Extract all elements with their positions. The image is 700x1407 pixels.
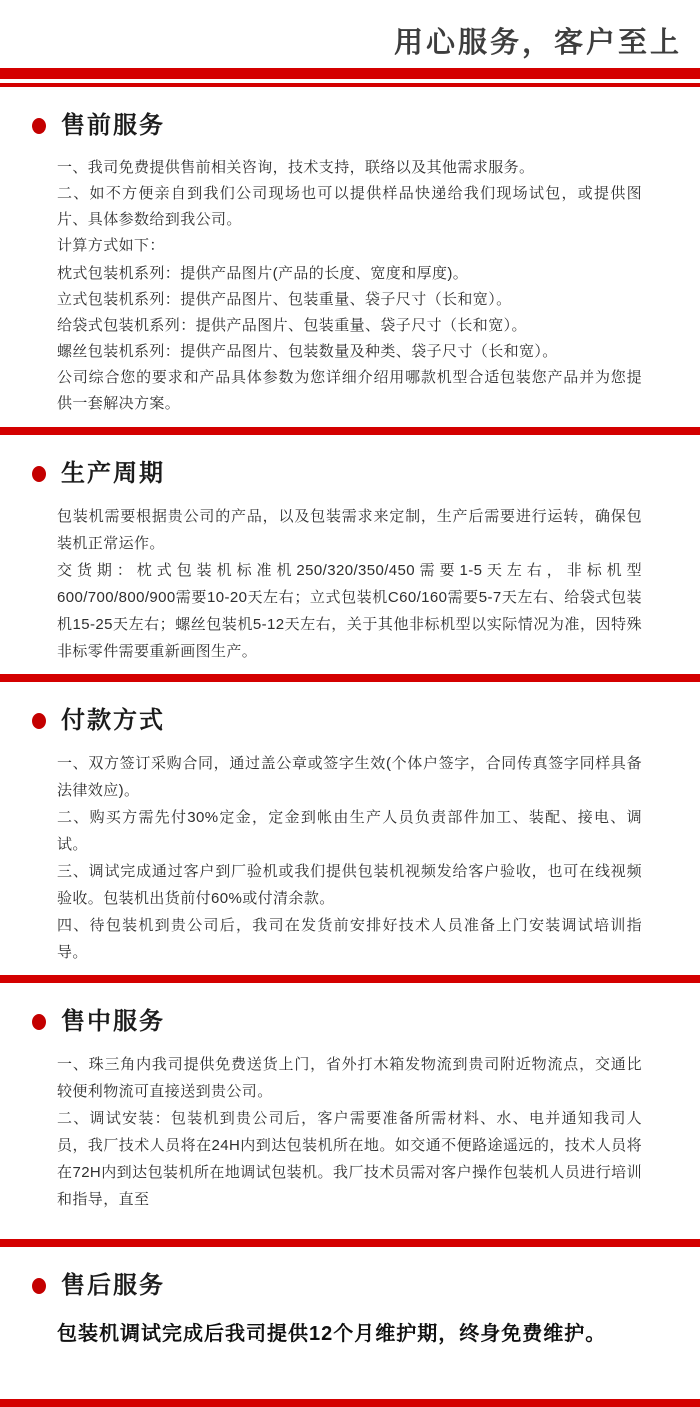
section-title-row: [32, 1005, 642, 1039]
section-production-cycle: [0, 457, 700, 665]
red-dot-bullet-icon: [32, 1278, 46, 1294]
paragraph: 二、如不方便亲自到我们公司现场也可以提供样品快递给我们现场试包，或提供图片、具体参数给到我公司。: [57, 185, 642, 228]
paragraph: 包装机需要根据贵公司的产品，以及包装需求来定制，生产后需要进行运转，确保包装机正常运作。: [57, 508, 642, 552]
section-title: 付款方式: [61, 707, 165, 734]
section-title-row: [32, 704, 642, 738]
red-dot-bullet-icon: [32, 713, 46, 729]
section-title: 售中服务: [61, 1008, 165, 1035]
paragraph: 交货期：枕式包装机标准机250/320/350/450需要1-5天左右，非标机型600/700/800/900需要10-20天左右；立式包装机C60/160需要5-7天左右、给袋式包装机15-25天左右；螺丝包装机5-12天左右，关于其他非标机型以实际情况为准，因特殊非标零件需要重新画图生产。: [57, 562, 642, 660]
red-dot-bullet-icon: [32, 118, 46, 134]
section-body: [57, 503, 642, 665]
section-title-row: [32, 109, 642, 143]
section-divider: [0, 427, 700, 435]
paragraph: 四、待包装机到贵公司后，我司在发货前安排好技术人员准备上门安装调试培训指导。: [57, 917, 642, 961]
section-title: 售后服务: [61, 1272, 165, 1299]
section-body: [57, 155, 642, 417]
header-slogan: 用心服务，客户至上: [393, 27, 682, 59]
red-dot-bullet-icon: [32, 1014, 46, 1030]
paragraph: 一、双方签订采购合同，通过盖公章或签字生效(个体户签字，合同传真签字同样具备法律效应)。: [57, 755, 642, 799]
paragraph: 一、珠三角内我司提供免费送货上门，省外打木箱发物流到贵司附近物流点，交通比较便利物流可直接送到贵公司。: [57, 1056, 642, 1100]
section-mid-sale-service: [0, 1005, 700, 1213]
section-body: [57, 1051, 642, 1213]
paragraph: 计算方式如下：: [57, 237, 165, 254]
red-dot-bullet-icon: [32, 466, 46, 482]
section-title: 生产周期: [61, 460, 165, 487]
section-after-sale-service: [0, 1269, 700, 1349]
paragraph: 包装机调试完成后我司提供12个月维护期，终身免费维护。: [57, 1323, 607, 1345]
paragraph: 公司综合您的要求和产品具体参数为您详细介绍用哪款机型合适包装您产品并为您提供一套解决方案。: [57, 369, 642, 412]
section-payment-method: [0, 704, 700, 966]
paragraph: 枕式包装机系列：提供产品图片(产品的长度、宽度和厚度)。: [57, 265, 469, 282]
section-body: [57, 750, 642, 966]
section-title-row: [32, 457, 642, 491]
paragraph: 二、购买方需先付30%定金，定金到帐由生产人员负责部件加工、装配、接电、调试。: [57, 809, 642, 853]
paragraph: 螺丝包装机系列：提供产品图片、包装数量及种类、袋子尺寸（长和宽）。: [57, 343, 558, 360]
section-divider: [0, 975, 700, 983]
header-bar-thin: [0, 83, 700, 87]
header-bar-thick: [0, 68, 700, 79]
section-divider: [0, 1239, 700, 1247]
paragraph: 给袋式包装机系列：提供产品图片、包装重量、袋子尺寸（长和宽）。: [57, 317, 527, 334]
paragraph: 三、调试完成通过客户到厂验机或我们提供包装机视频发给客户验收，也可在线视频验收。包装机出货前付60%或付清余款。: [57, 863, 642, 907]
paragraph: 立式包装机系列：提供产品图片、包装重量、袋子尺寸（长和宽）。: [57, 291, 512, 308]
section-divider: [0, 1399, 700, 1407]
section-body: [57, 1319, 642, 1349]
section-title: 售前服务: [61, 112, 165, 139]
section-divider: [0, 674, 700, 682]
section-title-row: [32, 1269, 642, 1303]
section-pre-sale-service: [0, 109, 700, 417]
paragraph: 一、我司免费提供售前相关咨询，技术支持，联络以及其他需求服务。: [57, 159, 535, 176]
paragraph: 二、调试安装：包装机到贵公司后，客户需要准备所需材料、水、电并通知我司人员，我厂技术人员将在24H内到达包装机所在地。如交通不便路途遥远的，技术人员将在72H内到达包装机所在地调试包装机。我厂技术员需对客户操作包装机人员进行培训和指导，直至: [57, 1110, 642, 1208]
